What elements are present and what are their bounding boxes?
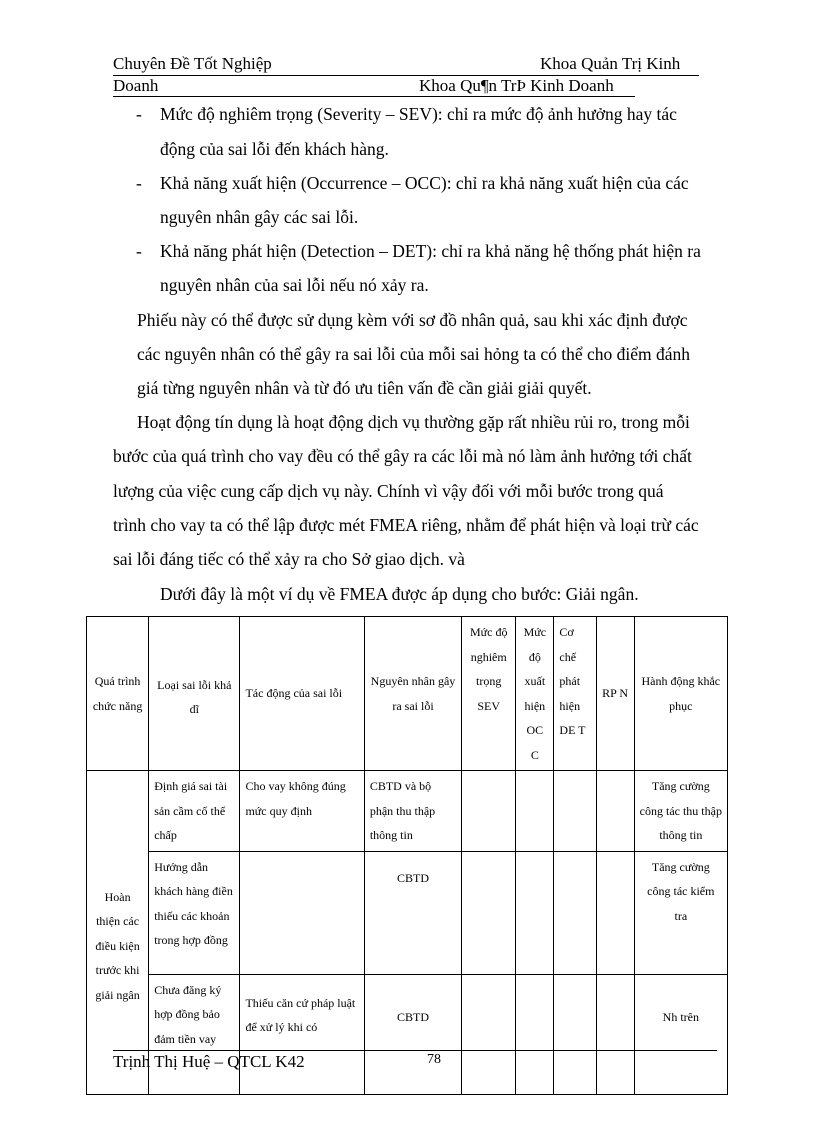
cell-failure: Chưa đăng ký hợp đồng bảo đảm tiền vay [149,974,240,1094]
paragraph2-line3: lượng của việc cung cấp dịch vụ này. Chính vì vậy đối với mỗi bước trong quá [113,481,664,501]
header-title-right: Khoa Quản Trị Kinh [540,54,681,73]
header-failure-mode: Loại sai lỗi khả dĩ [149,617,240,771]
cell-detection [554,974,596,1094]
table-header-row [87,617,728,771]
paragraph1-line3: giá từng nguyên nhân và từ đó ưu tiên vấn đề cần giải giải quyết. [137,378,592,398]
header-occurrence: Mức độ xuất hiện OC C [516,617,554,771]
paragraph1-line1: Phiếu này có thể được sử dụng kèm với sơ đồ nhân quả, sau khi xác định được [137,310,688,330]
bullet-occurrence-line2: nguyên nhân gây các sai lỗi. [160,207,359,227]
cell-effect [240,851,364,974]
cell-rpn [596,771,634,852]
cell-detection [554,771,596,852]
bullet-detection-line1: Khả năng phát hiện (Detection – DET): chỉ ra khả năng hệ thống phát hiện ra [160,241,701,261]
cell-effect: Thiếu căn cứ pháp luật để xử lý khi có [240,974,364,1094]
header-subtitle-left: Doanh [113,76,159,95]
table-caption: Dưới đây là một ví dụ về FMEA được áp dụng cho bước: Giải ngân. [160,584,639,604]
cell-occurrence [516,851,554,974]
cell-failure: Định giá sai tài sản cầm cố thế chấp [149,771,240,852]
footer-author: Trịnh Thị Huệ – QTCL K42 [113,1052,305,1071]
cell-occurrence [516,771,554,852]
cell-cause: CBTD [364,851,461,974]
cell-cause: CBTD và bộ phận thu thập thông tin [364,771,461,852]
paragraph2-line1: Hoạt động tín dụng là hoạt động dịch vụ thường gặp rất nhiều rủi ro, trong mỗi [137,412,690,432]
bullet-occurrence-line1: Khả năng xuất hiện (Occurrence – OCC): chỉ ra khả năng xuất hiện của các [160,173,689,193]
bullet-severity-line1: Mức độ nghiêm trọng (Severity – SEV): chỉ ra mức độ ảnh hưởng hay tác [160,104,677,124]
bullet-detection-line2: nguyên nhân của sai lỗi nếu nó xảy ra. [160,275,429,295]
cell-action: Tăng cường công tác thu thập thông tin [634,771,727,852]
cell-rpn [596,974,634,1094]
header-severity: Mức độ nghiêm trọng SEV [462,617,516,771]
cell-occurrence [516,974,554,1094]
cell-severity [462,851,516,974]
table-row [87,851,728,974]
table-row [87,974,728,1094]
header-subtitle-right: Khoa Qu¶n TrÞ Kinh Doanh [419,76,614,95]
cell-severity [462,974,516,1094]
header-action: Hành động khắc phục [634,617,727,771]
cell-cause: CBTD [364,974,461,1094]
header-effect: Tác động của sai lỗi [240,617,364,771]
cell-detection [554,851,596,974]
header-title-left: Chuyên Đề Tốt Nghiệp [113,54,272,73]
cell-action: Tăng cường công tác kiểm tra [634,851,727,974]
cell-failure: Hướng dẫn khách hàng điền thiếu các khoản trong hợp đồng [149,851,240,974]
paragraph2-line2: bước của quá trình cho vay đều có thể gây ra các lỗi mà nó làm ảnh hưởng tới chất [113,446,692,466]
cell-effect: Cho vay không đúng mức quy định [240,771,364,852]
header-process: Quá trình chức năng [87,617,149,771]
cell-rpn [596,851,634,974]
bullet-dash: - [136,173,142,193]
table-row [87,771,728,852]
footer-divider [113,1050,717,1051]
bullet-dash: - [136,104,142,124]
cell-severity [462,771,516,852]
fmea-table-viewport [86,616,730,1046]
bullet-severity-line2: động của sai lỗi đến khách hàng. [160,139,389,159]
cell-action: Nh trên [634,974,727,1094]
header-cause: Nguyên nhân gây ra sai lỗi [364,617,461,771]
header-rpn: RP N [596,617,634,771]
footer-page-number: 78 [427,1052,441,1067]
paragraph2-line4: trình cho vay ta có thể lập được mét FMEA riêng, nhằm để phát hiện và loại trừ các [113,515,699,535]
paragraph1-line2: các nguyên nhân có thể gây ra sai lỗi của mỗi sai hỏng ta có thể cho điểm đánh [137,344,691,364]
paragraph2-line5: sai lỗi đáng tiếc có thể xảy ra cho Sở giao dịch. và [113,549,465,569]
header-detection: Cơ chế phát hiện DE T [554,617,596,771]
fmea-table [86,616,728,1095]
cell-process: Hoàn thiện các điều kiện trước khi giải ngân [87,771,149,1095]
bullet-dash: - [136,241,142,261]
